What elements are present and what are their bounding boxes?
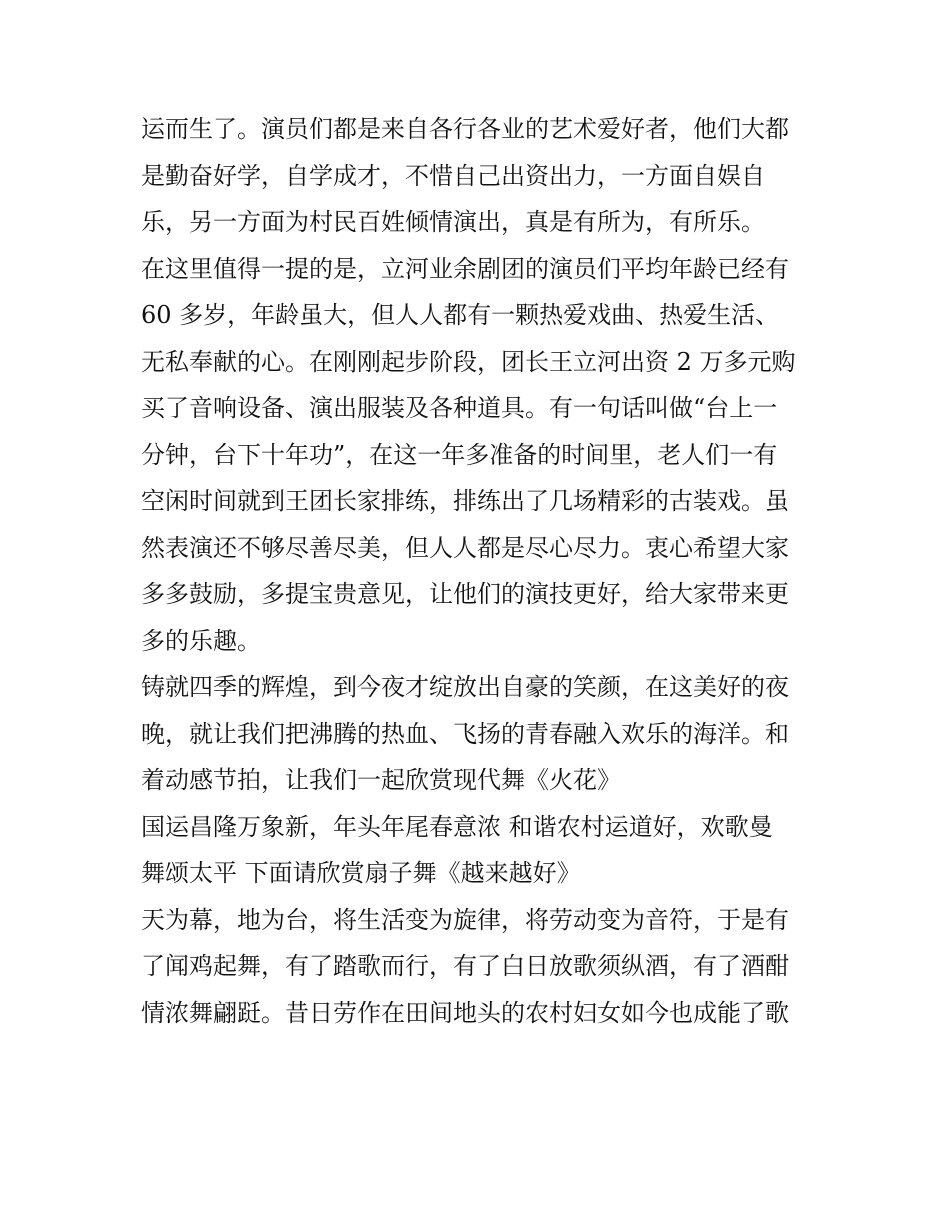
- text-line: 多的乐趣。: [141, 626, 261, 655]
- text-line: 晚，就让我们把沸腾的热血、飞扬的青春融入欢乐的海洋。和: [141, 719, 789, 748]
- text-line: 买了音响设备、演出服装及各种道具。有一句话叫做“台上一: [141, 394, 778, 422]
- text-line: 在这里值得一提的是，立河业余剧团的演员们平均年龄已经有: [141, 254, 789, 283]
- text-line: 乐，另一方面为村民百姓倾情演出，真是有所为，有所乐。: [141, 208, 765, 236]
- text-line: 了闻鸡起舞，有了踏歌而行，有了白日放歌须纵酒，有了酒酣: [141, 952, 789, 980]
- text-line: 铸就四季的辉煌，到今夜才绽放出自豪的笑颜，在这美好的夜: [141, 673, 789, 701]
- text-line: 运而生了。演员们都是来自各行各业的艺术爱好者，他们大都: [141, 115, 789, 143]
- text-line: 然表演还不够尽善尽美，但人人都是尽心尽力。衷心希望大家: [141, 533, 789, 562]
- text-line: 无私奉献的心。在刚刚起步阶段，团长王立河出资 2 万多元购: [141, 347, 796, 376]
- text-line: 60 多岁，年龄虽大，但人人都有一颗热爱戏曲、热爱生活、: [141, 301, 780, 329]
- text-line: 天为幕，地为台，将生活变为旋律，将劳动变为音符，于是有: [141, 905, 789, 934]
- text-line: 国运昌隆万象新，年头年尾春意浓 和谐农村运道好，欢歌曼: [141, 812, 773, 841]
- text-line: 多多鼓励，多提宝贵意见，让他们的演技更好，给大家带来更: [141, 580, 789, 608]
- text-line: 空闲时间就到王团长家排练，排练出了几场精彩的古装戏。虽: [141, 487, 789, 515]
- text-line: 是勤奋好学，自学成才，不惜自己出资出力，一方面自娱自: [141, 161, 765, 190]
- text-line: 分钟，台下十年功”，在这一年多准备的时间里，老人们一有: [141, 440, 778, 469]
- body-text: [141, 106, 821, 1036]
- text-line: 情浓舞翩跹。昔日劳作在田间地头的农村妇女如今也成能了歌: [141, 998, 789, 1027]
- text-line: 着动感节拍，让我们一起欣赏现代舞《火花》: [141, 766, 621, 794]
- text-line: 舞颂太平 下面请欣赏扇子舞《越来越好》: [141, 859, 581, 887]
